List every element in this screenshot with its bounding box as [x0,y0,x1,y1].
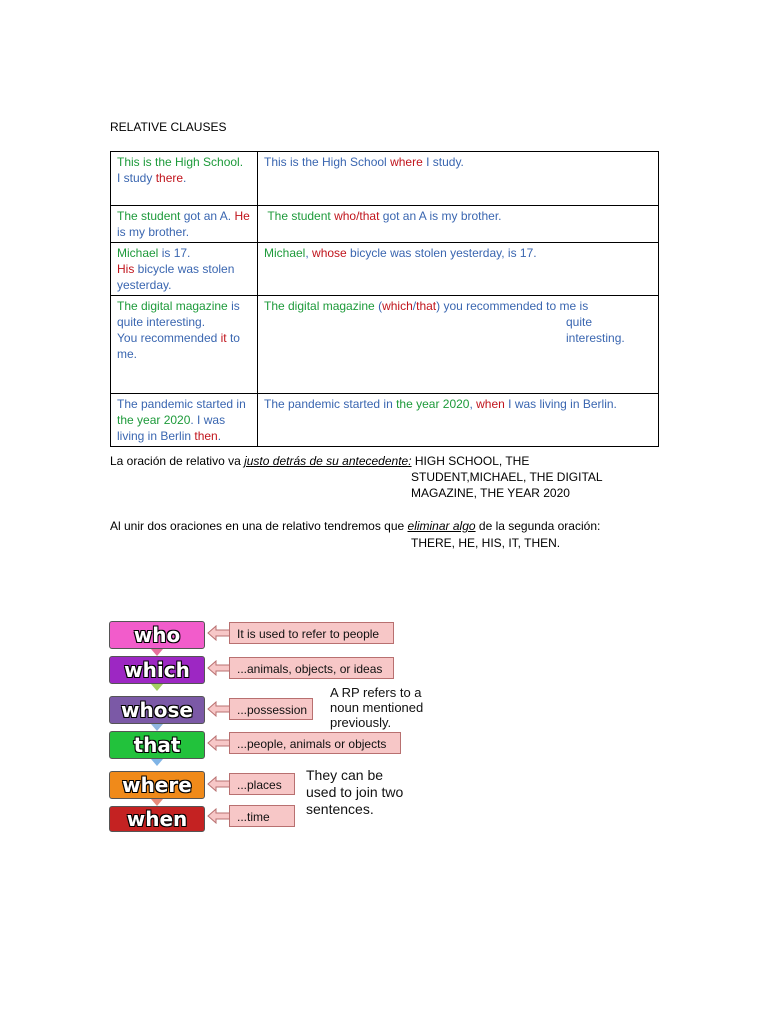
eliminate-paragraph: Al unir dos oraciones en una de relativo tendremos que eliminar algo de la segunda oración: [110,519,601,533]
arrow-left-icon [207,701,231,717]
word-when: when [109,806,205,832]
note-when: ...time [229,805,295,827]
table-row [111,152,659,206]
table-cell: This is the High School. I study there. [111,152,258,206]
table-row [111,394,659,447]
antecedent-line-2: STUDENT,MICHAEL, THE DIGITAL [411,470,603,484]
arrow-left-icon [207,625,231,641]
table-cell: The digital magazine is quite interesting. You recommended it to me. [111,296,258,394]
table-cell: The student got an A. He is my brother. [111,206,258,243]
table-row [111,206,659,243]
arrow-left-icon [207,735,231,751]
table-cell: The digital magazine (which/that) you recommended to me is quite interesting. [258,296,659,394]
arrow-left-icon [207,660,231,676]
arrow-left-icon [207,808,231,824]
table-cell: The pandemic started in the year 2020. I was living in Berlin then. [111,394,258,447]
antecedent-paragraph: La oración de relativo va justo detrás de su antecedente: HIGH SCHOOL, THE [110,454,530,468]
table-row [111,243,659,296]
arrow-left-icon [207,776,231,792]
arrow-down-icon [151,759,163,766]
side-note-antecedent: A RP refers to a noun mentioned previously. [330,685,424,730]
arrow-down-icon [151,684,163,691]
word-which: which [109,656,205,684]
arrow-down-icon [151,799,163,806]
arrow-down-icon [151,724,163,731]
side-note-join: They can be used to join two sentences. [306,767,404,817]
table-cell: Michael, whose bicycle was stolen yesterday, is 17. [258,243,659,296]
note-who: It is used to refer to people [229,622,394,644]
word-that: that [109,731,205,759]
note-where: ...places [229,773,295,795]
table-cell: This is the High School where I study. [258,152,659,206]
word-whose: whose [109,696,205,724]
relative-pronouns-diagram [109,618,429,833]
eliminate-line-2: THERE, HE, HIS, IT, THEN. [411,536,561,550]
table-cell: The pandemic started in the year 2020, when I was living in Berlin. [258,394,659,447]
arrow-down-icon [151,649,163,656]
table-cell: Michael is 17. His bicycle was stolen yesterday. [111,243,258,296]
note-that: ...people, animals or objects [229,732,401,754]
note-whose: ...possession [229,698,313,720]
word-where: where [109,771,205,799]
table-row [111,296,659,394]
table-cell: The student who/that got an A is my brother. [258,206,659,243]
relative-clauses-table [110,151,659,447]
antecedent-line-3: MAGAZINE, THE YEAR 2020 [411,486,570,500]
word-who: who [109,621,205,649]
page-title: RELATIVE CLAUSES [110,120,227,134]
note-which: ...animals, objects, or ideas [229,657,394,679]
